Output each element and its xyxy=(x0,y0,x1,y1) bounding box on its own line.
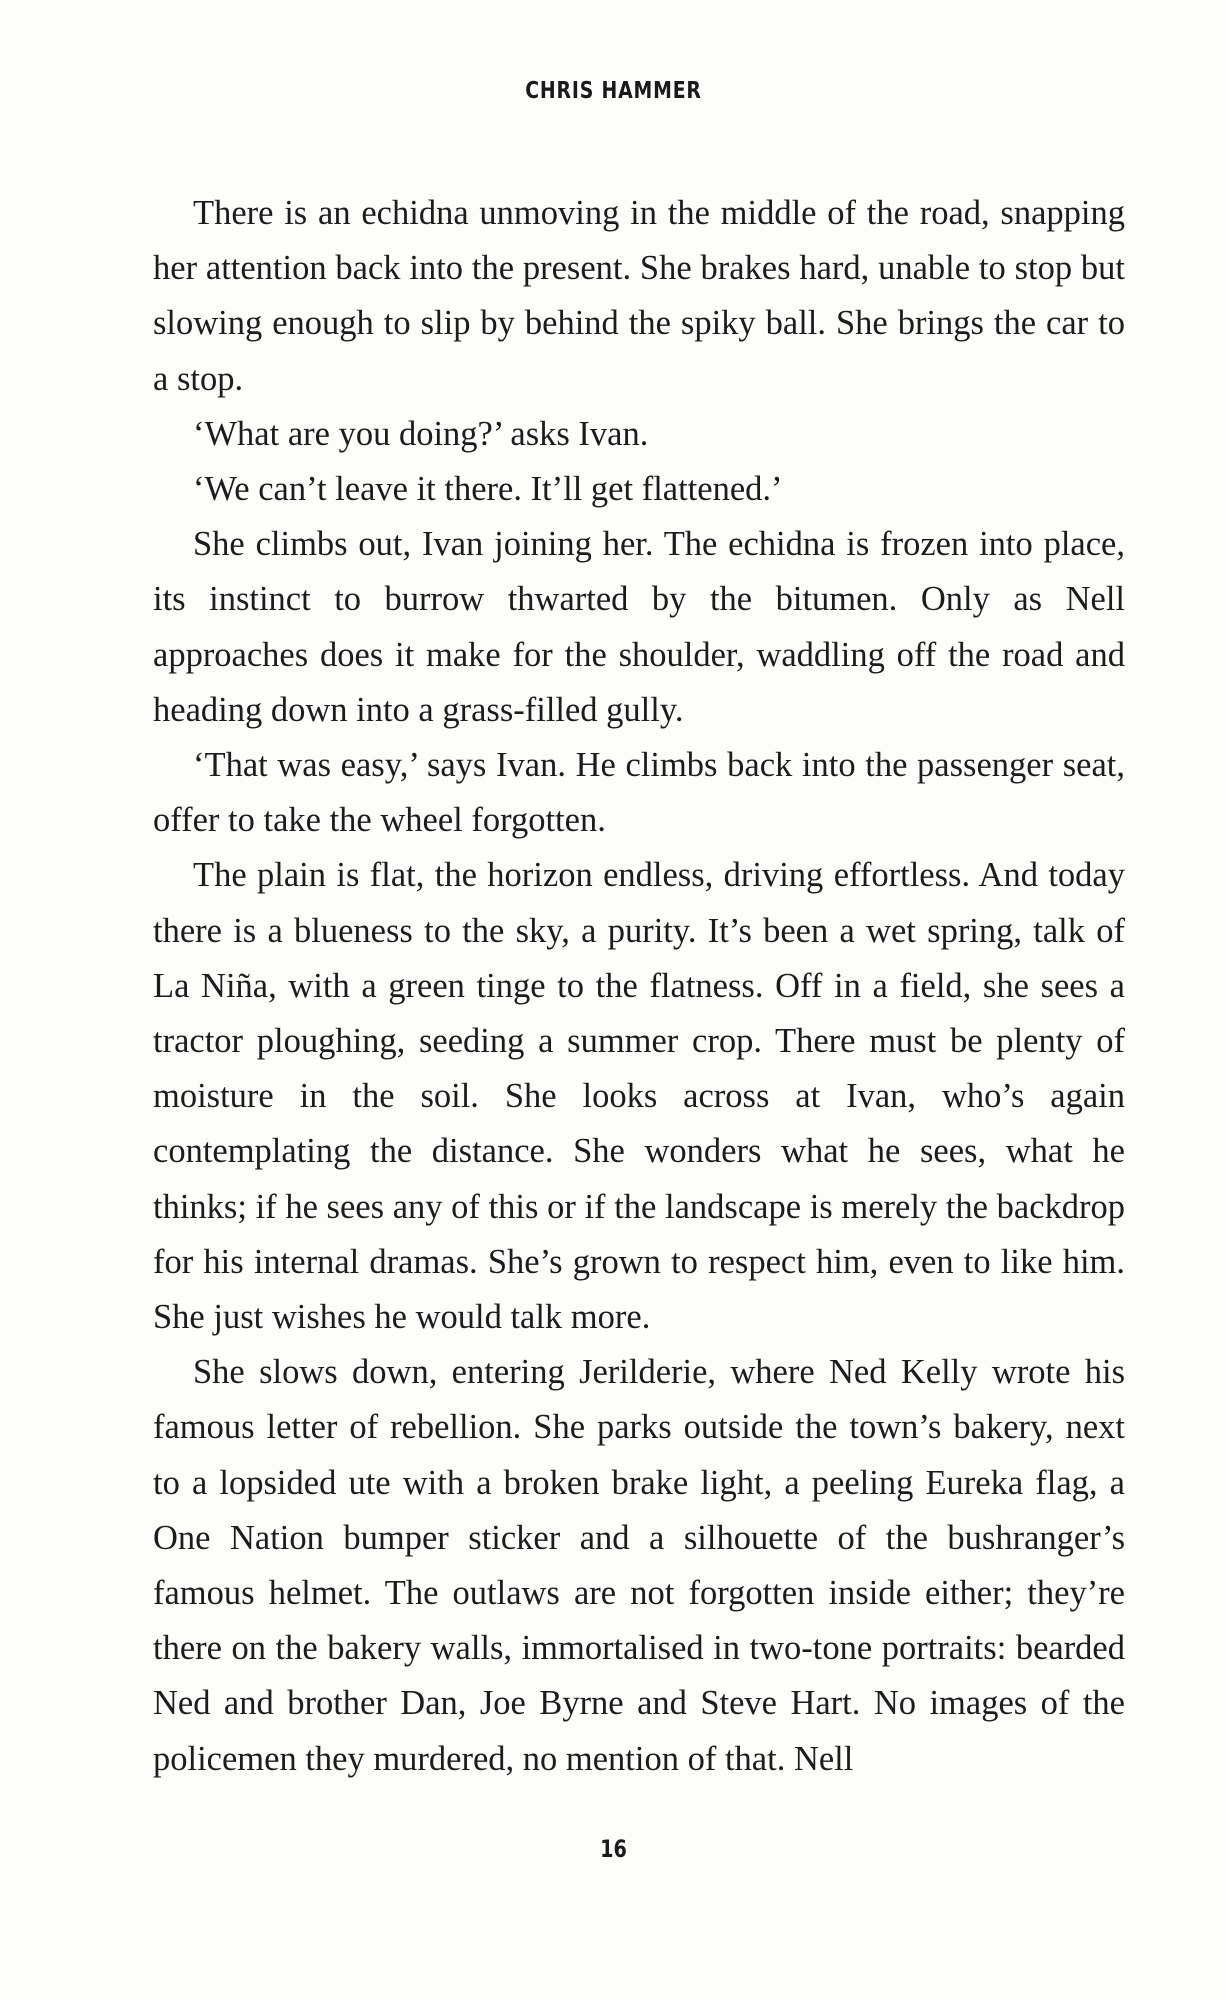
running-head: CHRIS HAMMER xyxy=(525,78,702,104)
paragraph: There is an echidna unmoving in the middle of the road, snapping her attention back into the present. She brakes hard, unable to stop but slowing enough to slip by behind the spiky ball. She brings the car to a stop. xyxy=(153,194,1125,398)
paragraph: ‘That was easy,’ says Ivan. He climbs back into the passenger seat, offer to take the wheel forgotten. xyxy=(153,746,1125,840)
paragraph: The plain is flat, the horizon endless, driving effortless. And today there is a blueness to the sky, a purity. It’s been a wet spring, talk of La Niña, with a green tinge to the flatness. Off in a field, she sees a tractor ploughing, seeding a summer crop. There must be plenty of moisture in the soil. She looks across at Ivan, who’s again contemplating the distance. She wonders what he sees, what he thinks; if he sees any of this or if the landscape is merely the backdrop for his internal dramas. She’s grown to respect him, even to like him. She just wishes he would talk more. xyxy=(153,856,1125,1337)
paragraph: She climbs out, Ivan joining her. The echidna is frozen into place, its instinct to burrow thwarted by the bitumen. Only as Nell approaches does it make for the shoulder, waddling off the road and heading down into a grass-filled gully. xyxy=(153,525,1125,729)
paragraph: ‘What are you doing?’ asks Ivan. xyxy=(193,414,649,453)
page-number: 16 xyxy=(600,1835,627,1863)
paragraph: She slows down, entering Jerilderie, where Ned Kelly wrote his famous letter of rebellion. She parks outside the town’s bakery, next to a lopsided ute with a broken brake light, a peeling Eureka flag, a One Nation bumper sticker and a silhouette of the bushranger’s famous helmet. The outlaws are not forgotten inside either; they’re there on the bakery walls, immortalised in two-tone portraits: bearded Ned and brother Dan, Joe Byrne and Steve Hart. No images of the policemen they murdered, no mention of that. Nell xyxy=(153,1353,1125,1778)
paragraph: ‘We can’t leave it there. It’ll get flattened.’ xyxy=(193,470,783,509)
body-text xyxy=(153,186,1125,1787)
